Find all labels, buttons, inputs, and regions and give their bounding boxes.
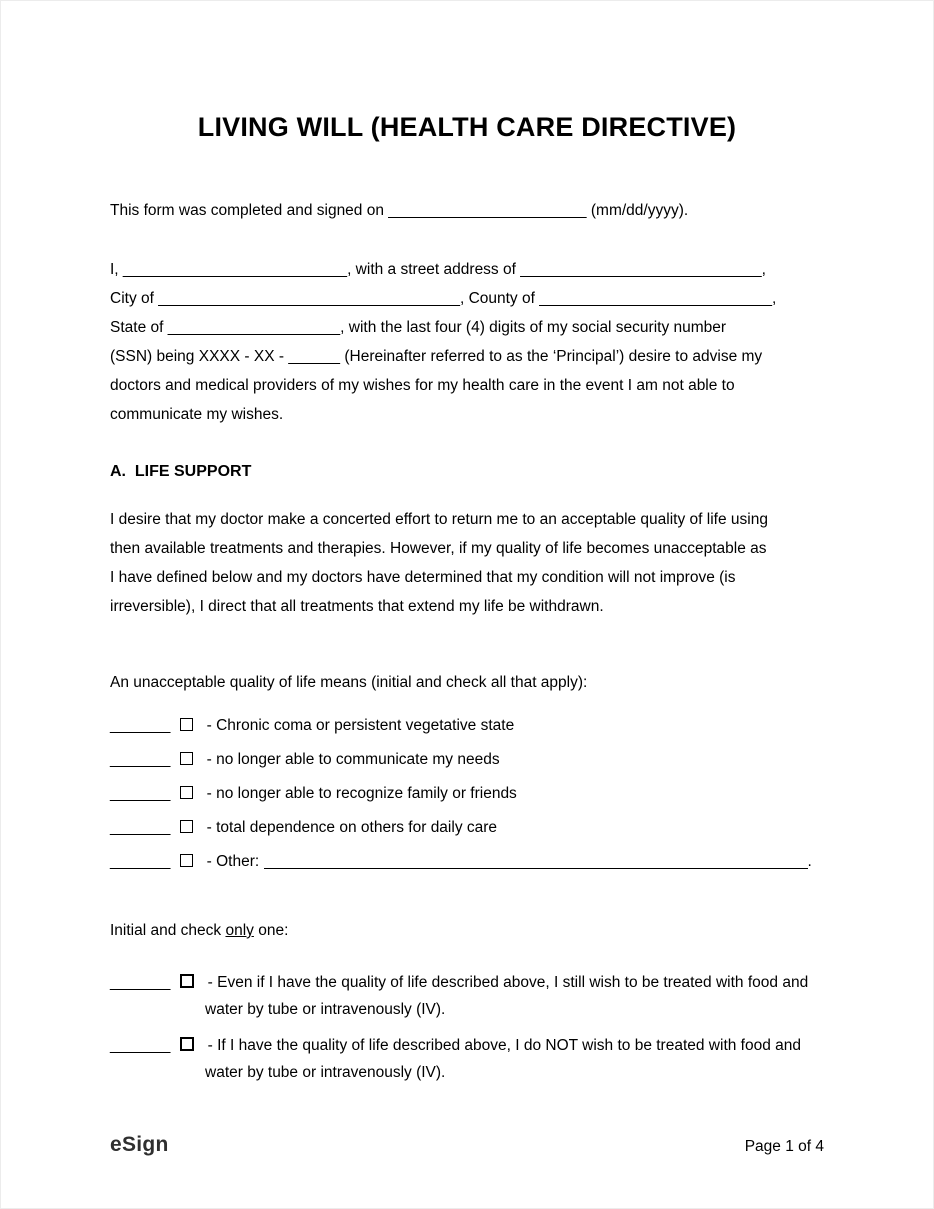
quality-of-life-checklist xyxy=(110,709,824,879)
intro-line xyxy=(110,342,824,371)
intro-text: (SSN) being XXXX - XX - xyxy=(110,348,289,365)
principal-name-blank[interactable]: __________________________ xyxy=(122,261,348,278)
initial-one-prompt xyxy=(110,917,824,945)
intro-line xyxy=(110,313,824,342)
page-title: LIVING WILL (HEALTH CARE DIRECTIVE) xyxy=(197,112,737,142)
initials-blank[interactable]: _______ xyxy=(110,819,171,836)
city-blank[interactable]: ___________________________________ xyxy=(158,290,460,307)
underlined-only: only xyxy=(225,922,254,939)
section-a-heading: A. LIFE SUPPORT xyxy=(110,463,252,480)
date-blank[interactable]: _______________________ xyxy=(388,202,587,219)
initials-blank[interactable]: _______ xyxy=(110,751,171,768)
intro-line xyxy=(110,400,824,429)
checklist-item xyxy=(110,845,824,879)
intro-text: , xyxy=(761,261,766,278)
checklist-item xyxy=(110,1032,824,1086)
esign-logo: eSign xyxy=(110,1133,169,1156)
intro-text: I, xyxy=(110,261,123,278)
checklist-item xyxy=(110,743,824,777)
intro-text: , xyxy=(771,290,777,307)
intro-text: State of xyxy=(110,319,168,336)
initials-blank[interactable]: _______ xyxy=(110,974,171,991)
initials-blank[interactable]: _______ xyxy=(110,717,171,734)
state-blank[interactable]: ____________________ xyxy=(167,319,341,336)
date-line-suffix: (mm/dd/yyyy). xyxy=(586,202,689,219)
checklist-item-label: - no longer able to recognize family or friends xyxy=(202,785,517,802)
checklist-item-label: - no longer able to communicate my needs xyxy=(202,751,500,768)
checklist-item-label: - Even if I have the quality of life described above, I still wish to be treated with food and water by tube or intravenously (IV). xyxy=(203,974,813,1018)
ssn-last4-blank[interactable]: ______ xyxy=(288,348,341,365)
county-blank[interactable]: ___________________________ xyxy=(539,290,772,307)
intro-text: , with a street address of xyxy=(347,261,521,278)
date-line-prefix: This form was completed and signed on xyxy=(110,202,389,219)
intro-text: (Hereinafter referred to as the ‘Principal’) desire to advise my xyxy=(340,348,763,365)
page-footer xyxy=(110,1133,824,1157)
page-number: Page 1 of 4 xyxy=(744,1138,824,1155)
chronic-coma-checkbox[interactable] xyxy=(180,718,193,731)
body-line: irreversible), I direct that all treatments that extend my life be withdrawn. xyxy=(110,598,604,615)
intro-text: doctors and medical providers of my wishes for my health care in the event I am not able to xyxy=(110,377,735,394)
checklist-item-label: - total dependence on others for daily care xyxy=(202,819,498,836)
intro-line xyxy=(110,284,824,313)
prompt-text: Initial and check xyxy=(110,922,226,939)
checklist-item xyxy=(110,969,824,1023)
intro-text: , with the last four (4) digits of my social security number xyxy=(340,319,727,336)
checklist-item-label: - If I have the quality of life described above, I do NOT wish to be treated with food and water by tube or intravenously (IV). xyxy=(203,1037,806,1081)
intro-text: City of xyxy=(110,290,159,307)
life-support-paragraph xyxy=(110,505,824,621)
recognize-family-checkbox[interactable] xyxy=(180,786,193,799)
initials-blank[interactable]: _______ xyxy=(110,785,171,802)
body-line: I have defined below and my doctors have determined that my condition will not improve (is xyxy=(110,569,736,586)
communicate-needs-checkbox[interactable] xyxy=(180,752,193,765)
total-dependence-checkbox[interactable] xyxy=(180,820,193,833)
other-period: . xyxy=(807,853,812,870)
other-text-blank[interactable] xyxy=(264,855,808,869)
checklist-item xyxy=(110,811,824,845)
intro-line xyxy=(110,371,824,400)
checklist-item-label: - Other: xyxy=(202,853,264,870)
body-line: I desire that my doctor make a concerted effort to return me to an acceptable quality of life using xyxy=(110,511,768,528)
date-signed-line xyxy=(110,197,824,225)
intro-text: communicate my wishes. xyxy=(110,406,284,423)
feed-yes-checkbox[interactable] xyxy=(180,974,194,988)
intro-line xyxy=(110,255,824,284)
checklist-item xyxy=(110,709,824,743)
feeding-choice-list xyxy=(110,969,824,1086)
checklist-item-label: - Chronic coma or persistent vegetative state xyxy=(202,717,515,734)
other-checkbox[interactable] xyxy=(180,854,193,867)
feed-no-checkbox[interactable] xyxy=(180,1037,194,1051)
prompt-text: one: xyxy=(253,922,289,939)
checklist-item xyxy=(110,777,824,811)
principal-intro-paragraph xyxy=(110,255,824,429)
intro-text: , County of xyxy=(459,290,540,307)
street-address-blank[interactable]: ____________________________ xyxy=(520,261,762,278)
initials-blank[interactable]: _______ xyxy=(110,853,171,870)
quality-of-life-prompt: An unacceptable quality of life means (initial and check all that apply): xyxy=(110,674,588,691)
initials-blank[interactable]: _______ xyxy=(110,1037,171,1054)
body-line: then available treatments and therapies. However, if my quality of life becomes unacceptable as xyxy=(110,540,767,557)
